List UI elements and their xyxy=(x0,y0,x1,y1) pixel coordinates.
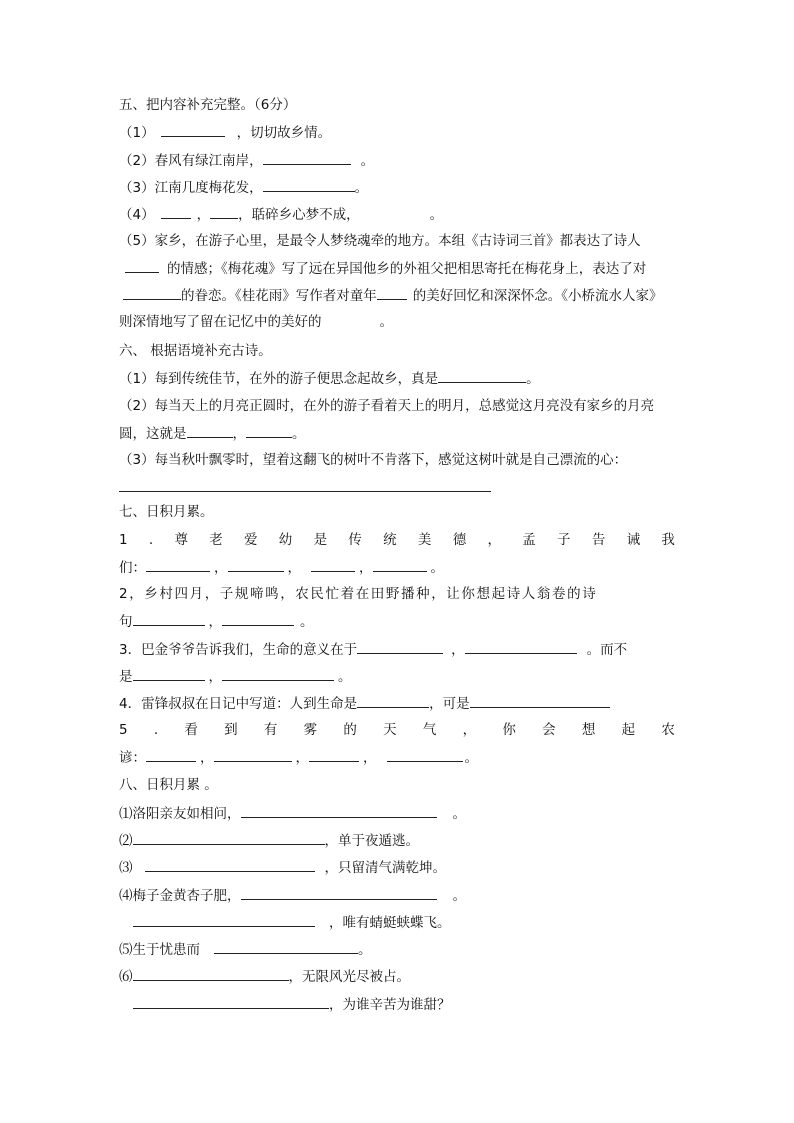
q-end: 。 xyxy=(526,371,540,387)
answer-blank[interactable] xyxy=(133,667,205,681)
answer-blank[interactable] xyxy=(133,612,205,626)
q-number: （4） xyxy=(119,207,155,223)
answer-blank[interactable] xyxy=(125,259,159,273)
char: . xyxy=(148,532,154,548)
q-text: （3）江南几度梅花发， xyxy=(119,180,263,196)
q-text: 的美好回忆和深深怀念。《小桥流水人家》 xyxy=(412,288,663,304)
q-text: 的眷恋。《桂花雨》写作者对童年 xyxy=(181,288,377,304)
char: 老 xyxy=(209,532,223,548)
q-end: 。 xyxy=(429,207,444,223)
q-number: ⑵ xyxy=(119,833,133,849)
q-end: 。 xyxy=(300,614,314,630)
s7-question-5-line-2 xyxy=(119,748,478,767)
comma: ， xyxy=(208,614,222,630)
answer-blank[interactable] xyxy=(241,804,437,818)
char: 统 xyxy=(383,532,397,548)
answer-blank[interactable] xyxy=(133,913,315,927)
char: 尊 xyxy=(174,532,188,548)
char: 子 xyxy=(557,532,571,548)
comma: ， xyxy=(359,560,373,576)
section-6-title: 六、 根据语境补充古诗。 xyxy=(119,343,272,359)
s5-question-3 xyxy=(119,178,368,197)
answer-blank[interactable] xyxy=(133,995,329,1009)
answer-blank[interactable] xyxy=(146,748,196,762)
q-text: 句 xyxy=(119,614,133,630)
char: ， xyxy=(487,532,501,548)
q-text: ，聒碎乡心梦不成， xyxy=(238,207,360,223)
s8-question-1 xyxy=(119,804,466,823)
comma: ， xyxy=(287,560,301,576)
answer-blank[interactable] xyxy=(133,831,325,845)
char: . xyxy=(153,722,159,738)
answer-blank[interactable] xyxy=(146,558,210,572)
s6-question-3: （3）每当秋叶飘零时，望着这翻飞的树叶不肯落下，感觉这树叶就是自己漂流的心： xyxy=(119,452,628,468)
q-text: 。而不 xyxy=(586,642,628,658)
s6-question-2-line-2 xyxy=(119,424,306,443)
q-text: ⑷梅子金黄杏子肥， xyxy=(119,888,241,904)
q-text: 谚： xyxy=(119,750,146,766)
char: 爱 xyxy=(244,532,258,548)
s7-question-1-line-2 xyxy=(119,558,444,577)
char: 我 xyxy=(661,532,675,548)
answer-blank[interactable] xyxy=(222,612,294,626)
answer-blank[interactable] xyxy=(145,858,315,872)
char: 看 xyxy=(184,722,198,738)
q-end: 。 xyxy=(354,180,369,196)
comma: ， xyxy=(363,750,377,766)
s8-question-3 xyxy=(119,858,446,877)
answer-line[interactable] xyxy=(119,491,491,492)
q-text: ，为谁辛苦为谁甜？ xyxy=(329,997,451,1013)
char: 告 xyxy=(591,532,606,548)
s7-question-3-line-2 xyxy=(119,667,352,686)
char: 农 xyxy=(661,722,675,738)
char: 气 xyxy=(422,722,437,738)
answer-blank[interactable] xyxy=(311,558,355,572)
s7-question-5-line-1 xyxy=(119,721,675,739)
q-text: 的情感；《梅花魂》写了远在异国他乡的外祖父把相思寄托在梅花身上，表达了对 xyxy=(167,261,647,277)
s8-question-2 xyxy=(119,831,419,850)
q-end: 。 xyxy=(452,888,466,904)
char: 美 xyxy=(417,532,432,548)
q-end: 。 xyxy=(452,806,466,822)
char: 天 xyxy=(383,722,397,738)
answer-blank[interactable] xyxy=(133,967,289,981)
q-text: （2）春风有绿江南岸， xyxy=(119,153,263,169)
answer-blank[interactable] xyxy=(263,178,355,192)
comma: ， xyxy=(208,669,222,685)
answer-blank[interactable] xyxy=(373,558,427,572)
q-text: ，单于夜遁逃。 xyxy=(324,833,419,849)
q-end: 。 xyxy=(360,153,375,169)
q-text: 是 xyxy=(119,669,133,685)
section-8-title: 八、日积月累 。 xyxy=(119,777,218,793)
answer-blank[interactable] xyxy=(263,151,351,165)
char: 幼 xyxy=(278,532,293,548)
s7-question-2-line-2 xyxy=(119,612,314,631)
comma: ， xyxy=(295,750,309,766)
q-text: 们： xyxy=(119,560,146,576)
section-5-title: 五、把内容补充完整。（6分） xyxy=(119,97,297,113)
answer-blank[interactable] xyxy=(161,123,225,137)
q-text: ，切切故乡情。 xyxy=(236,125,332,141)
comma: ， xyxy=(200,750,214,766)
char: 诫 xyxy=(626,532,641,548)
comma: ， xyxy=(451,642,465,658)
s7-question-1-line-1 xyxy=(119,531,675,549)
q-text: 4．雷锋叔叔在日记中写道：人到生命是 xyxy=(119,696,358,712)
answer-blank[interactable] xyxy=(377,286,407,300)
char: 的 xyxy=(343,722,357,738)
answer-blank[interactable] xyxy=(228,558,284,572)
answer-blank[interactable] xyxy=(161,205,191,219)
q-end: 。 xyxy=(358,942,372,958)
s8-question-4-line-2 xyxy=(119,913,451,932)
s8-question-4-line-1 xyxy=(119,886,466,905)
s5-question-5-line-1: （5）家乡，在游子心里，是最令人梦绕魂牵的地方。本组《古诗词三首》都表达了诗人 xyxy=(119,233,641,249)
s5-question-5-line-4 xyxy=(119,313,393,331)
char: 传 xyxy=(348,532,362,548)
q-text: ，只留清气满乾坤。 xyxy=(324,860,446,876)
answer-blank[interactable] xyxy=(246,424,292,438)
answer-blank[interactable] xyxy=(438,369,526,383)
q-text: ，无限风光尽被占。 xyxy=(288,969,410,985)
q-end: 。 xyxy=(338,669,352,685)
s7-question-3-line-1 xyxy=(119,640,627,659)
char: 到 xyxy=(224,722,238,738)
q-text: ⑴洛阳亲友如相问， xyxy=(119,806,241,822)
q-end: 。 xyxy=(430,560,444,576)
answer-blank[interactable] xyxy=(214,940,358,954)
answer-blank[interactable] xyxy=(357,694,429,708)
q-text: ，唯有蜻蜓蛱蝶飞。 xyxy=(329,915,451,931)
answer-blank[interactable] xyxy=(214,748,292,762)
char: 会 xyxy=(542,722,556,738)
q-text: ，可是 xyxy=(429,696,470,712)
char: 你 xyxy=(502,722,516,738)
answer-blank[interactable] xyxy=(387,748,463,762)
char: 孟 xyxy=(522,532,536,548)
s8-question-6-line-2 xyxy=(119,995,451,1014)
s8-question-6-line-1 xyxy=(119,967,410,986)
answer-blank[interactable] xyxy=(357,640,443,654)
q-end: 。 xyxy=(379,314,393,330)
char: 起 xyxy=(621,722,636,738)
answer-blank[interactable] xyxy=(210,205,238,219)
q-number: （1） xyxy=(119,125,155,141)
s5-question-1 xyxy=(119,123,331,142)
char: 想 xyxy=(581,722,596,738)
q-text: 则深情地写了留在记忆中的美好的 xyxy=(119,314,322,330)
q-number: ⑹ xyxy=(119,969,133,985)
s8-question-5 xyxy=(119,940,372,959)
comma: ， xyxy=(196,207,211,223)
q-number: ⑶ xyxy=(119,860,133,876)
char: ， xyxy=(462,722,477,738)
s5-question-5-line-2 xyxy=(119,259,646,278)
q-text: （1）每到传统佳节，在外的游子便思念起故乡，真是 xyxy=(119,371,439,387)
s5-question-4 xyxy=(119,205,443,224)
char: 雾 xyxy=(303,722,318,738)
char: 5 xyxy=(119,722,128,738)
s5-question-2 xyxy=(119,151,374,170)
s7-question-2-line-1: 2，乡村四月，子规啼鸣，农民忙着在田野播种，让你想起诗人翁卷的诗 xyxy=(119,586,598,602)
q-end: 。 xyxy=(292,426,306,442)
s6-question-2-line-1: （2）每当天上的月亮正圆时，在外的游子看着天上的明月，总感觉这月亮没有家乡的月亮 xyxy=(119,398,655,414)
answer-blank[interactable] xyxy=(309,748,359,762)
s5-question-5-line-3 xyxy=(119,286,663,305)
char: 1 xyxy=(119,532,128,548)
answer-blank[interactable] xyxy=(241,886,437,900)
s6-question-1 xyxy=(119,369,540,388)
q-text: 3．巴金爷爷告诉我们，生命的意义在于 xyxy=(119,642,358,658)
comma: ， xyxy=(232,426,246,442)
char: 是 xyxy=(313,532,328,548)
answer-blank[interactable] xyxy=(465,640,577,654)
s7-question-4 xyxy=(119,694,610,713)
comma: ， xyxy=(214,560,228,576)
q-text: 圆，这就是 xyxy=(119,426,187,442)
answer-blank[interactable] xyxy=(123,286,181,300)
char: 有 xyxy=(263,722,278,738)
answer-blank[interactable] xyxy=(470,694,610,708)
section-7-title: 七、日积月累。 xyxy=(119,504,214,520)
q-text: ⑸生于忧患而 xyxy=(119,942,200,958)
q-end: 。 xyxy=(464,750,478,766)
answer-blank[interactable] xyxy=(187,424,233,438)
char: 德 xyxy=(452,532,467,548)
answer-blank[interactable] xyxy=(222,667,334,681)
